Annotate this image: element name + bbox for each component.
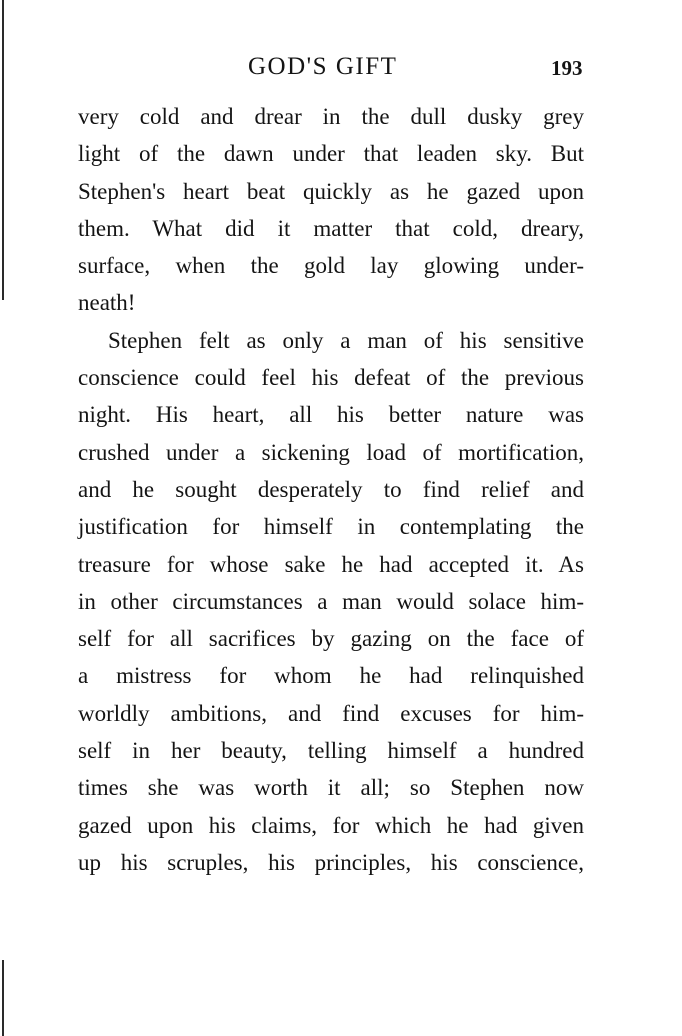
text-line: self for all sacrifices by gazing on the face of [78, 626, 584, 652]
paragraph-1 [78, 98, 584, 322]
text-line: surface, when the gold lay glowing under- [78, 253, 584, 279]
running-title: GOD'S GIFT [248, 53, 398, 80]
text-line: and he sought desperately to find relief and [78, 476, 584, 502]
page-edge-line-bottom [2, 960, 4, 1036]
text-line: night. His heart, all his better nature was [78, 402, 584, 428]
text-line: justification for himself in contemplating the [78, 514, 584, 540]
text-line: Stephen felt as only a man of his sensitive [108, 327, 584, 353]
text-line: light of the dawn under that leaden sky. But [78, 141, 584, 167]
text-line: a mistress for whom he had relinquished [78, 663, 584, 689]
text-line: gazed upon his claims, for which he had given [78, 812, 584, 838]
body-text [78, 98, 584, 881]
page-number: 193 [551, 56, 583, 80]
text-line: worldly ambitions, and find excuses for him- [78, 700, 584, 726]
text-line: very cold and drear in the dull dusky grey [78, 104, 584, 129]
text-line: treasure for whose sake he had accepted it. As [78, 551, 584, 577]
paragraph-2 [78, 322, 584, 881]
running-head [0, 50, 682, 86]
page-edge-line-top [2, 0, 4, 300]
text-line: in other circumstances a man would solace him- [78, 588, 584, 614]
text-line: conscience could feel his defeat of the previous [78, 365, 584, 391]
text-line: up his scruples, his principles, his conscience, [78, 849, 584, 875]
text-line: Stephen's heart beat quickly as he gazed upon [78, 178, 584, 204]
text-line: self in her beauty, telling himself a hundred [78, 738, 584, 764]
text-line: times she was worth it all; so Stephen now [78, 775, 584, 801]
text-line: neath! [78, 290, 136, 316]
text-line: them. What did it matter that cold, dreary, [78, 215, 584, 241]
text-line: crushed under a sickening load of mortification, [78, 439, 584, 465]
